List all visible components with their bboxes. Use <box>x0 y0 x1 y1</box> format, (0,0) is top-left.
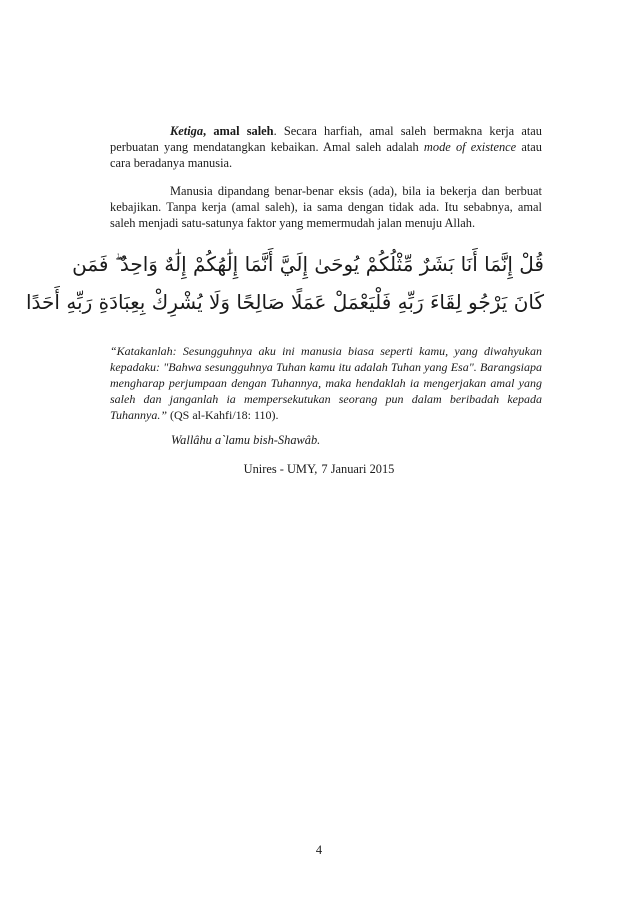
quran-citation: (QS al-Kahfi/18: 110). <box>167 408 279 422</box>
arabic-verse-line-1: قُلْ إِنَّمَا أَنَا بَشَرٌ مِّثْلُكُمْ يُوحَىٰ إِلَيَّ أَنَّمَا إِلَٰهُكُمْ إِلَٰهٌ وَاحِدٌ ۖ فَمَن <box>72 252 544 276</box>
paragraph-amal-saleh <box>110 123 542 172</box>
paragraph1-text-b: atau cara beradanya manusia. <box>110 140 542 171</box>
term-comma: , <box>203 124 207 138</box>
translation-paragraph <box>110 343 542 423</box>
signature-line <box>0 462 638 477</box>
paragraph1-text-a: . Secara harfiah, amal saleh bermakna kerja atau perbuatan yang mendatangkan kebaikan. Amal saleh adalah <box>110 124 542 155</box>
page-number: 4 <box>315 843 323 857</box>
term-ketiga: Ketiga <box>170 124 204 138</box>
closing-phrase: Wallâhu a`lamu bish-Shawâb. <box>171 433 321 447</box>
italic-mode-of-existence: mode of existence <box>423 140 517 155</box>
signature-date: 7 Januari 2015 <box>321 462 395 476</box>
heading-amal-saleh: amal saleh <box>213 124 274 138</box>
paragraph-manusia: Manusia dipandang benar-benar eksis (ada), bila ia bekerja dan berbuat kebajikan. Tanpa kerja (amal saleh), ia sama dengan tidak ada. Itu sebabnya, amal saleh menjadi satu-satunya faktor yang memermudah jalan menuju Allah. <box>110 184 542 231</box>
translation-text: “Katakanlah: Sesungguhnya aku ini manusia biasa seperti kamu, yang diwahyukan kepadaku: "Bahwa sesungguhnya Tuhan kamu itu adalah Tuhan yang Esa". Barangsiapa mengharap perjumpaan dengan Tuhannya, maka hendaklah ia mengerjakan amal yang saleh dan janganlah ia mempersekutukan seorang pun dalam beribadah kepada Tuhannya.” <box>110 344 542 422</box>
signature-institution: Unires - UMY, <box>243 462 318 476</box>
arabic-verse-line-2: كَانَ يَرْجُو لِقَاءَ رَبِّهِ فَلْيَعْمَلْ عَمَلًا صَالِحًا وَلَا يُشْرِكْ بِعِبَادَةِ رَبِّهِ أَحَدًا <box>25 290 544 314</box>
